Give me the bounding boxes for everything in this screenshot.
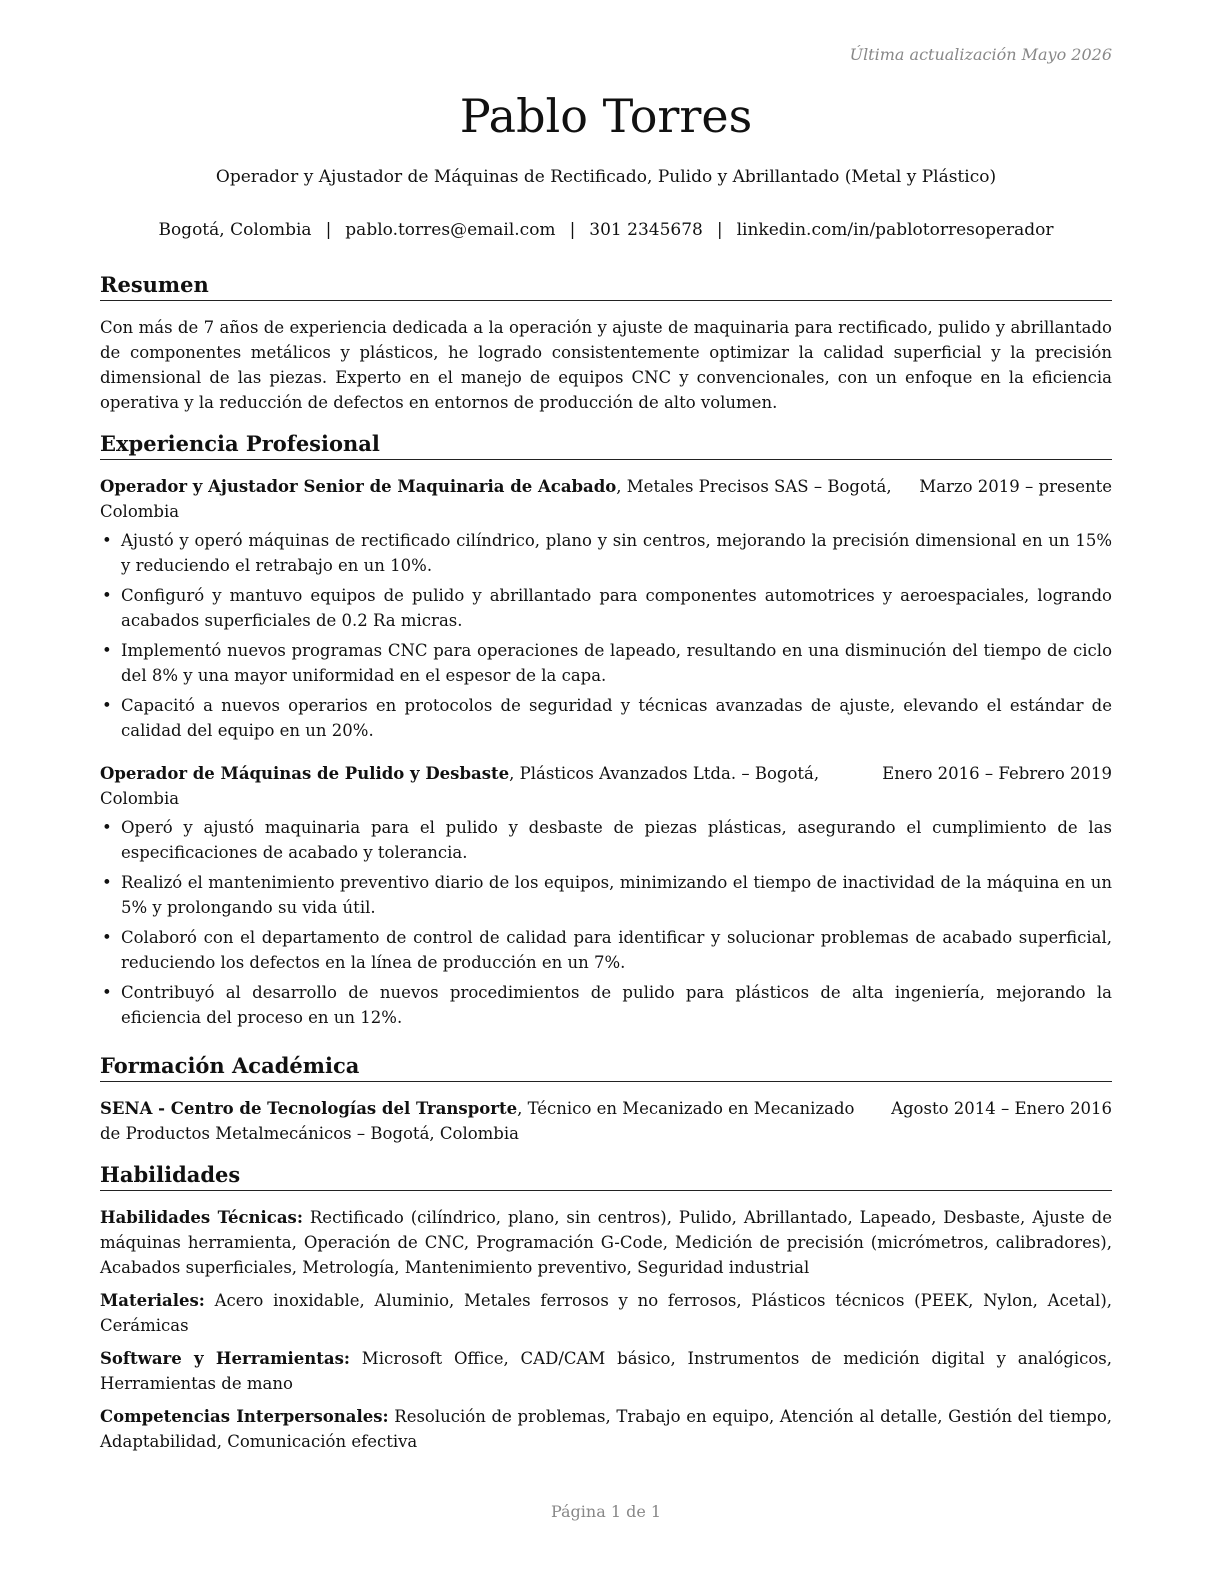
job-company: , Plásticos Avanzados Ltda. – Bogotá, Colombia — [100, 764, 820, 808]
skill-label: Habilidades Técnicas: — [100, 1208, 303, 1227]
job-bullets — [100, 815, 1112, 1030]
list-item: • Contribuyó al desarrollo de nuevos procedimientos de pulido para plásticos de alta ingeniería, mejorando la eficiencia del proceso en un 12%. — [100, 980, 1112, 1030]
education-detail: , Técnico en Mecanizado en Mecanizado de Productos Metalmecánicos – Bogotá, Colombia — [100, 1099, 855, 1143]
job-dates: Marzo 2019 – presente — [919, 477, 1112, 496]
candidate-name: Pablo Torres — [459, 89, 753, 143]
job-role: Operador y Ajustador Senior de Maquinaria de Acabado — [100, 477, 617, 496]
education-heading: Formación Académica — [100, 1052, 1112, 1082]
summary-text: Con más de 7 años de experiencia dedicada a la operación y ajuste de maquinaria para rectificado, pulido y abrillantado de componentes metálicos y plásticos, he logrado consistentemente optimizar la calidad superficial y la precisión dimensional de las piezas. Experto en el manejo de equipos CNC y convencionales, con un enfoque en la eficiencia operativa y la reducción de defectos en entornos de producción de alto volumen. — [100, 318, 1112, 412]
skill-label: Competencias Interpersonales: — [100, 1407, 389, 1426]
contact-phone: 301 2345678 — [589, 220, 703, 240]
job-entry — [100, 761, 1112, 1030]
education-dates: Agosto 2014 – Enero 2016 — [891, 1099, 1112, 1118]
job-company: , Metales Precisos SAS – Bogotá, Colombia — [100, 477, 892, 521]
bullet-icon: • — [102, 873, 112, 892]
bullet-icon: • — [102, 983, 112, 1002]
bullet-icon: • — [102, 818, 112, 837]
bullet-icon: • — [102, 586, 112, 605]
experience-heading: Experiencia Profesional — [100, 430, 1112, 460]
skill-label: Materiales: — [100, 1291, 205, 1310]
contact-line — [100, 220, 1112, 240]
summary-section — [100, 271, 1112, 415]
list-item: • Realizó el mantenimiento preventivo diario de los equipos, minimizando el tiempo de inactividad de la máquina en un 5% y prolongando su vida útil. — [100, 870, 1112, 920]
skills-section — [100, 1161, 1112, 1462]
contact-separator: | — [325, 220, 332, 240]
contact-email[interactable]: pablo.torres@email.com — [345, 220, 556, 240]
contact-separator: | — [716, 220, 723, 240]
bullet-icon: • — [102, 696, 112, 715]
list-item: • Operó y ajustó maquinaria para el pulido y desbaste de piezas plásticas, asegurando el cumplimiento de las especificaciones de acabado y tolerancia. — [100, 815, 1112, 865]
job-role: Operador de Máquinas de Pulido y Desbaste — [100, 764, 510, 783]
skill-group — [100, 1404, 1112, 1454]
skills-heading: Habilidades — [100, 1161, 1112, 1191]
skill-label: Software y Herramientas: — [100, 1349, 350, 1368]
list-item: • Colaboró con el departamento de control de calidad para identificar y solucionar problemas de acabado superficial, reduciendo los defectos en la línea de producción en un 7%. — [100, 925, 1112, 975]
skill-group — [100, 1288, 1112, 1338]
skill-text: Resolución de problemas, Trabajo en equipo, Atención al detalle, Gestión del tiempo, Adaptabilidad, Comunicación efectiva — [100, 1407, 1113, 1451]
candidate-headline: Operador y Ajustador de Máquinas de Rectificado, Pulido y Abrillantado (Metal y Plástico) — [215, 167, 997, 187]
contact-location: Bogotá, Colombia — [158, 220, 312, 240]
skill-text: Acero inoxidable, Aluminio, Metales ferrosos y no ferrosos, Plásticos técnicos (PEEK, Nylon, Acetal), Cerámicas — [100, 1291, 1112, 1335]
list-item: • Capacitó a nuevos operarios en protocolos de seguridad y técnicas avanzadas de ajuste, elevando el estándar de calidad del equipo en un 20%. — [100, 693, 1112, 743]
job-header — [100, 761, 1112, 811]
job-dates: Enero 2016 – Febrero 2019 — [882, 764, 1112, 783]
job-bullets — [100, 528, 1112, 743]
list-item: • Ajustó y operó máquinas de rectificado cilíndrico, plano y sin centros, mejorando la precisión dimensional en un 15% y reduciendo el retrabajo en un 10%. — [100, 528, 1112, 578]
contact-separator: | — [569, 220, 576, 240]
list-item: • Configuró y mantuvo equipos de pulido y abrillantado para componentes automotrices y aeroespaciales, logrando acabados superficiales de 0.2 Ra micras. — [100, 583, 1112, 633]
experience-section — [100, 430, 1112, 1035]
education-section — [100, 1052, 1112, 1146]
page-number: Página 1 de 1 — [550, 1502, 662, 1521]
bullet-icon: • — [102, 531, 112, 550]
job-header — [100, 474, 1112, 524]
skill-group — [100, 1205, 1112, 1280]
skill-text: Microsoft Office, CAD/CAM básico, Instrumentos de medición digital y analógicos, Herramientas de mano — [100, 1349, 1112, 1393]
skill-text: Rectificado (cilíndrico, plano, sin centros), Pulido, Abrillantado, Lapeado, Desbaste, Ajuste de máquinas herramienta, Operación de CNC, Programación G-Code, Medición de precisión (micrómetros, calibradores), Acabados superficiales, Metrología, Mantenimiento preventivo, Seguridad industrial — [100, 1208, 1113, 1277]
contact-linkedin[interactable]: linkedin.com/in/pablotorresoperador — [736, 220, 1054, 240]
bullet-icon: • — [102, 928, 112, 947]
education-institution: SENA - Centro de Tecnologías del Transporte — [100, 1099, 518, 1118]
job-entry — [100, 474, 1112, 743]
bullet-icon: • — [102, 641, 112, 660]
education-entry — [100, 1096, 1112, 1146]
resume-page — [100, 0, 1112, 1584]
list-item: • Implementó nuevos programas CNC para operaciones de lapeado, resultando en una disminución del tiempo de ciclo del 8% y una mayor uniformidad en el espesor de la capa. — [100, 638, 1112, 688]
summary-heading: Resumen — [100, 271, 1112, 301]
skill-group — [100, 1346, 1112, 1396]
last-updated: Última actualización Mayo 2026 — [849, 45, 1112, 64]
